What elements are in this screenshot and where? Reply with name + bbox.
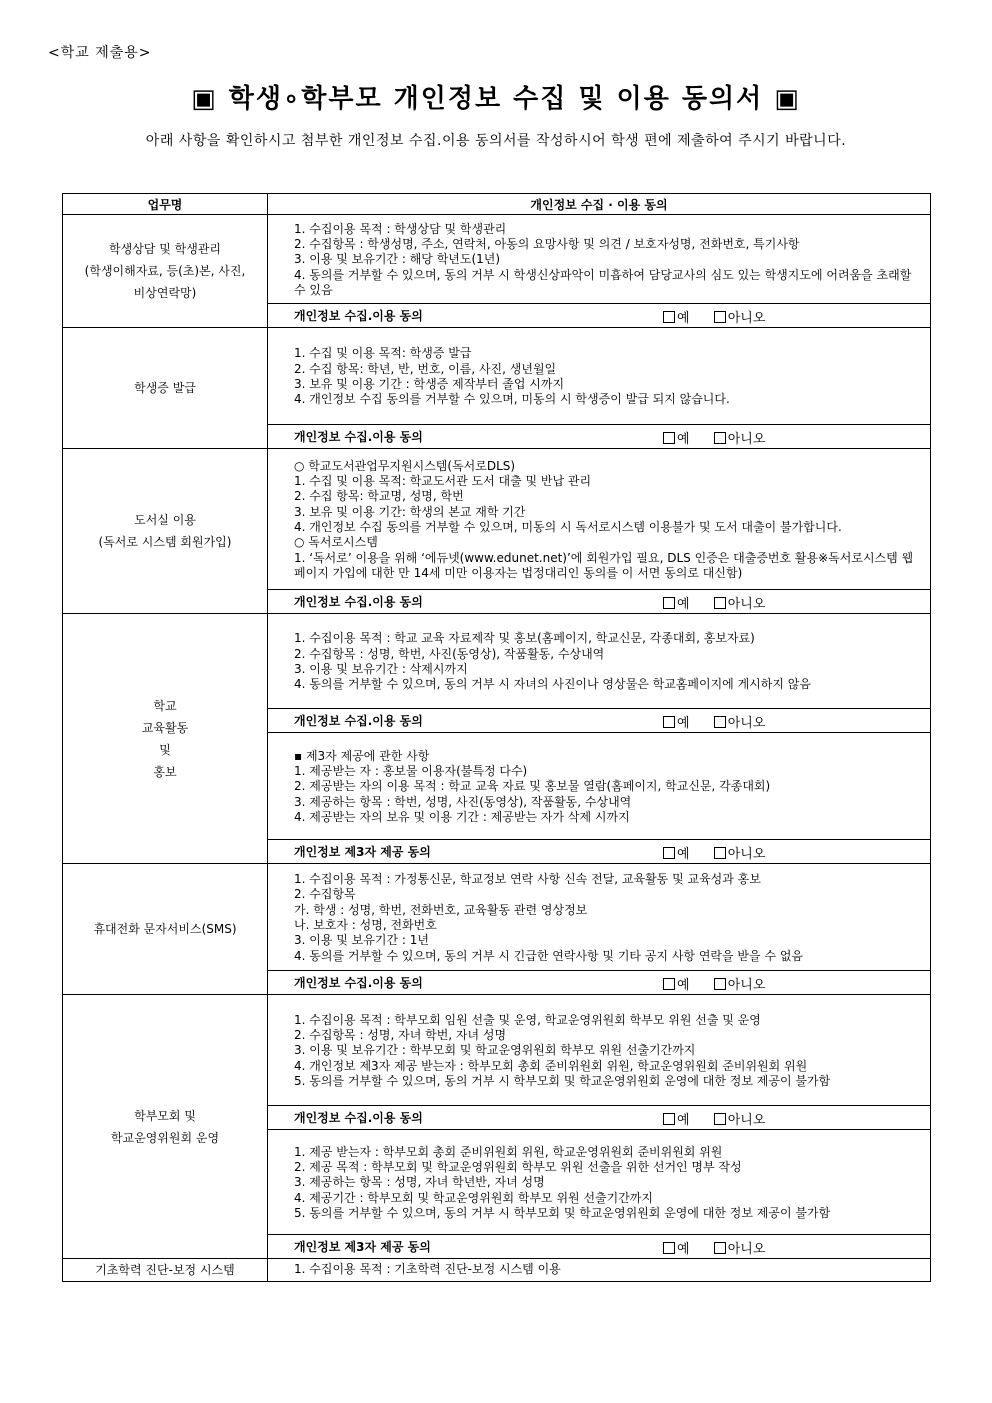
detail-line: 2. 수집항목 : 성명, 자녀 학번, 자녀 성명 xyxy=(294,1028,507,1043)
detail-line: 4. 동의를 거부할 수 있으며, 동의 거부 시 자녀의 사진이나 영상물은 학교홈페이지에 게시하지 않음 xyxy=(294,677,811,692)
yes-label: 예 xyxy=(677,978,690,993)
consent-cell xyxy=(268,1106,931,1130)
detail-line: 1. 수집 및 이용 목적: 학생증 발급 xyxy=(294,346,472,361)
section-parent-association xyxy=(63,995,931,1106)
detail-line: 2. 수집항목 xyxy=(294,887,356,902)
detail-line: 1. 수집 및 이용 목적: 학교도서관 도서 대출 및 반납 관리 xyxy=(294,474,592,489)
no-checkbox[interactable] xyxy=(714,311,726,323)
no-label: 아니오 xyxy=(727,597,766,612)
detail-line: 1. 수집이용 목적 : 가정통신문, 학교정보 연락 사항 신속 전달, 교육활동 및 교육성과 홍보 xyxy=(294,872,761,887)
task-name-line: 학부모회 및 xyxy=(134,1108,196,1123)
consent-cell xyxy=(268,840,931,864)
section-details xyxy=(268,449,931,590)
consent-label: 개인정보 수집.이용 동의 xyxy=(294,976,423,990)
consent-options xyxy=(663,712,765,731)
task-name-line: 학교 xyxy=(153,698,177,713)
no-checkbox[interactable] xyxy=(714,1242,726,1254)
task-name-line: 학생증 발급 xyxy=(134,381,196,395)
task-name-line: 교육활동 xyxy=(141,720,189,735)
document-tag: <학교 제출용> xyxy=(48,45,152,61)
detail-line: 4. 개인정보 수집 동의를 거부할 수 있으며, 미동의 시 독서로시스템 이용불가 및 도서 대출이 불가합니다. xyxy=(294,520,842,534)
consent-options xyxy=(663,843,765,862)
detail-line: 4. 제공받는 자의 보유 및 이용 기간 : 제공받는 자가 삭제 시까지 xyxy=(294,809,630,824)
section-library xyxy=(63,449,931,590)
yes-label: 예 xyxy=(677,716,690,731)
detail-line: 2. 수집항목 : 성명, 학번, 사진(동영상), 작품활동, 수상내역 xyxy=(294,646,605,661)
consent-options xyxy=(663,1109,765,1128)
section-sms xyxy=(63,864,931,971)
yes-label: 예 xyxy=(677,1113,690,1128)
detail-line: 4. 개인정보 제3자 제공 받는자 : 학부모회 총회 준비위원회 위원, 학교운영위원회 준비위원회 위원 xyxy=(294,1058,808,1073)
third-party-details xyxy=(268,733,931,840)
task-name-line: 휴대전화 문자서비스(SMS) xyxy=(93,922,237,936)
consent-options xyxy=(663,307,765,326)
third-party-consent-label: 개인정보 제3자 제공 동의 xyxy=(294,845,431,859)
section-details xyxy=(268,864,931,971)
table-header-row xyxy=(63,194,931,215)
section-details xyxy=(268,995,931,1106)
detail-line: 4. 개인정보 수집 동의를 거부할 수 있으며, 미동의 시 학생증이 발급 되지 않습니다. xyxy=(294,392,730,407)
section-student-counseling xyxy=(63,215,931,304)
detail-line: 1. 수집이용 목적 : 학부모회 임원 선출 및 운영, 학교운영위원회 학부모 위원 선출 및 운영 xyxy=(294,1012,761,1027)
task-name-line: 비상연락망) xyxy=(133,286,197,300)
yes-checkbox[interactable] xyxy=(663,978,675,990)
detail-line: 3. 이용 및 보유기간 : 삭제시까지 xyxy=(294,662,468,676)
detail-line: 1. 수집이용 목적 : 학교 교육 자료제작 및 홍보(홈페이지, 학교신문, 각종대회, 홍보자료) xyxy=(294,631,755,646)
yes-checkbox[interactable] xyxy=(663,1113,675,1125)
detail-line: 2. 제공 목적 : 학부모회 및 학교운영위원회 학부모 위원 선출을 위한 선거인 명부 작성 xyxy=(294,1160,742,1175)
no-label: 아니오 xyxy=(727,716,766,731)
consent-cell xyxy=(268,425,931,449)
detail-line: 3. 이용 및 보유기간 : 해당 학년도(1년) xyxy=(294,252,501,267)
detail-line: ▪ 제3자 제공에 관한 사항 xyxy=(294,748,430,763)
no-label: 아니오 xyxy=(727,311,766,326)
yes-checkbox[interactable] xyxy=(663,847,675,859)
no-label: 아니오 xyxy=(727,432,766,447)
consent-options xyxy=(663,974,765,993)
no-checkbox[interactable] xyxy=(714,716,726,728)
yes-label: 예 xyxy=(677,1242,690,1257)
consent-label: 개인정보 수집.이용 동의 xyxy=(294,309,423,323)
no-checkbox[interactable] xyxy=(714,597,726,609)
detail-line: 4. 동의를 거부할 수 있으며, 동의 거부 시 긴급한 연락사항 및 기타 공지 사항 연락을 받을 수 없음 xyxy=(294,948,804,963)
document-instruction: 아래 사항을 확인하시고 첨부한 개인정보 수집.이용 동의서를 작성하시어 학생 편에 제출하여 주시기 바랍니다. xyxy=(145,133,847,149)
yes-checkbox[interactable] xyxy=(663,1242,675,1254)
task-name-cell xyxy=(63,449,268,614)
consent-label: 개인정보 수집.이용 동의 xyxy=(294,595,423,609)
detail-line: ○ 독서로시스템 xyxy=(294,535,378,550)
task-name-line: 홍보 xyxy=(153,764,177,779)
no-checkbox[interactable] xyxy=(714,847,726,859)
task-name-cell xyxy=(63,864,268,995)
header-consent: 개인정보 수집 · 이용 동의 xyxy=(268,194,931,215)
no-checkbox[interactable] xyxy=(714,1113,726,1125)
detail-line: 1. 제공받는 자 : 홍보물 이용자(불특정 다수) xyxy=(294,764,528,779)
consent-label: 개인정보 수집.이용 동의 xyxy=(294,714,423,728)
section-details xyxy=(268,328,931,425)
consent-cell xyxy=(268,1235,931,1259)
no-label: 아니오 xyxy=(727,1242,766,1257)
detail-line: 2. 수집항목 : 학생성명, 주소, 연락처, 아동의 요망사항 및 의견 / 보호자성명, 전화번호, 특기사항 xyxy=(294,237,800,252)
task-name-line: (독서로 시스템 회원가입) xyxy=(98,535,232,549)
section-details xyxy=(268,215,931,304)
consent-cell xyxy=(268,709,931,733)
task-name-line: 학교운영위원회 운영 xyxy=(110,1130,220,1145)
detail-line: 3. 이용 및 보유기간 : 학부모회 및 학교운영위원회 학부모 위원 선출기간까지 xyxy=(294,1043,696,1058)
consent-label: 개인정보 수집.이용 동의 xyxy=(294,1111,423,1125)
detail-line: 4. 제공기간 : 학부모회 및 학교운영위원회 학부모 위원 선출기간까지 xyxy=(294,1190,653,1205)
task-name-cell xyxy=(63,1259,268,1282)
task-name-line: 도서실 이용 xyxy=(134,513,196,527)
detail-line: 3. 보유 및 이용 기간 : 학생증 제작부터 졸업 시까지 xyxy=(294,377,565,391)
detail-line: 5. 동의를 거부할 수 있으며, 동의 거부 시 학부모회 및 학교운영위원회 운영에 대한 정보 제공이 불가함 xyxy=(294,1205,831,1220)
yes-checkbox[interactable] xyxy=(663,716,675,728)
detail-line: 2. 제공받는 자의 이용 목적 : 학교 교육 자료 및 홍보물 열람(홈페이지, 학교신문, 각종대회) xyxy=(294,779,771,794)
task-name-line: (학생이해자료, 등(초)본, 사진, xyxy=(84,264,246,278)
task-name-cell xyxy=(63,995,268,1259)
detail-line: 1. 수집이용 목적 : 학생상담 및 학생관리 xyxy=(294,221,507,236)
detail-line: 1. 수집이용 목적 : 기초학력 진단-보정 시스템 이용 xyxy=(294,1262,561,1277)
section-school-activities xyxy=(63,614,931,709)
header-task: 업무명 xyxy=(63,194,268,215)
consent-options xyxy=(663,593,765,612)
task-name-cell xyxy=(63,614,268,864)
yes-checkbox[interactable] xyxy=(663,311,675,323)
task-name-cell xyxy=(63,328,268,449)
consent-cell xyxy=(268,971,931,995)
consent-options xyxy=(663,428,765,447)
section-details xyxy=(268,614,931,709)
detail-line: 1. ‘독서로’ 이용을 위해 ‘에듀넷(www.edunet.net)’에 회원가입 필요, DLS 인증은 대출증번호 활용※독서로시스템 웹페이지 가입에 대한 만 14세 미만 이용자는 법정대리인 동의를 이 서면 동의로 대신함) xyxy=(294,550,914,580)
yes-checkbox[interactable] xyxy=(663,432,675,444)
detail-line: 5. 동의를 거부할 수 있으며, 동의 거부 시 학부모회 및 학교운영위원회 운영에 대한 정보 제공이 불가함 xyxy=(294,1073,831,1088)
detail-line: 3. 제공하는 항목 : 학번, 성명, 사진(동영상), 작품활동, 수상내역 xyxy=(294,794,632,809)
no-checkbox[interactable] xyxy=(714,432,726,444)
section-basic-learning xyxy=(63,1259,931,1282)
yes-label: 예 xyxy=(677,432,690,447)
yes-label: 예 xyxy=(677,311,690,326)
no-label: 아니오 xyxy=(727,847,766,862)
task-name-line: 및 xyxy=(159,742,171,757)
detail-line: 2. 수집 항목: 학교명, 성명, 학번 xyxy=(294,489,464,504)
detail-line: 가. 학생 : 성명, 학번, 전화번호, 교육활동 관련 영상정보 xyxy=(294,902,588,917)
detail-line: 3. 보유 및 이용 기간: 학생의 본교 재학 기간 xyxy=(294,504,526,519)
no-label: 아니오 xyxy=(727,1113,766,1128)
detail-line: 4. 동의를 거부할 수 있으며, 동의 거부 시 학생신상파악이 미흡하여 담당교사의 심도 있는 학생지도에 어려움을 초래할 수 있음 xyxy=(294,267,912,297)
yes-checkbox[interactable] xyxy=(663,597,675,609)
task-name-line: 학생상담 및 학생관리 xyxy=(109,242,221,256)
detail-line: ○ 학교도서관업무지원시스템(독서로DLS) xyxy=(294,458,516,473)
consent-options xyxy=(663,1238,765,1257)
yes-label: 예 xyxy=(677,597,690,612)
third-party-details xyxy=(268,1130,931,1235)
no-checkbox[interactable] xyxy=(714,978,726,990)
consent-label: 개인정보 수집.이용 동의 xyxy=(294,430,423,444)
detail-line: 2. 수집 항목: 학년, 반, 번호, 이름, 사진, 생년월일 xyxy=(294,361,557,376)
consent-table xyxy=(62,193,931,1282)
third-party-consent-label: 개인정보 제3자 제공 동의 xyxy=(294,1240,431,1254)
detail-line: 1. 제공 받는자 : 학부모회 총회 준비위원회 위원, 학교운영위원회 준비위원회 위원 xyxy=(294,1144,723,1159)
task-name-cell xyxy=(63,215,268,328)
detail-line: 나. 보호자 : 성명, 전화번호 xyxy=(294,918,437,932)
consent-cell xyxy=(268,590,931,614)
section-student-id xyxy=(63,328,931,425)
consent-cell xyxy=(268,304,931,328)
section-details xyxy=(268,1259,931,1282)
task-name-line: 기초학력 진단-보정 시스템 xyxy=(95,1263,235,1277)
document-title: ▣ 학생∘학부모 개인정보 수집 및 이용 동의서 ▣ xyxy=(191,84,801,114)
no-label: 아니오 xyxy=(727,978,766,993)
yes-label: 예 xyxy=(677,847,690,862)
detail-line: 3. 이용 및 보유기간 : 1년 xyxy=(294,933,429,948)
detail-line: 3. 제공하는 항목 : 성명, 자녀 학년반, 자녀 성명 xyxy=(294,1175,545,1190)
